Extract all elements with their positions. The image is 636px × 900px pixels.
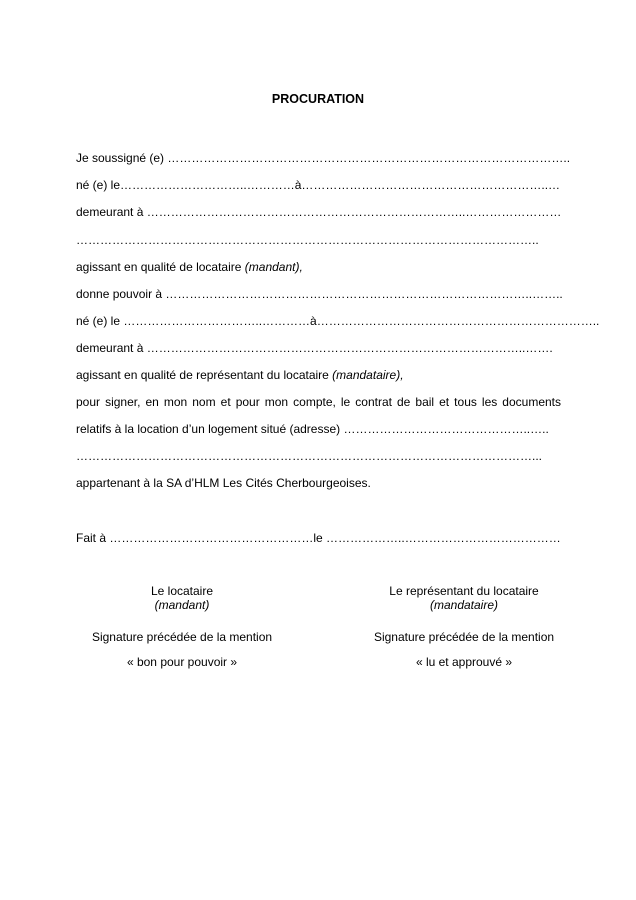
line-birth-mandataire-place: …………………………………………………………….. bbox=[316, 314, 600, 328]
signature-left-mention: « bon pour pouvoir » bbox=[126, 655, 238, 669]
line-give-power bbox=[76, 287, 561, 301]
signature-right-mention-label: Signature précédée de la mention bbox=[373, 630, 555, 644]
line-address-mandataire bbox=[76, 341, 561, 355]
line-address-mandant-text: demeurant à ……………………………………………………………………..…………………… bbox=[76, 205, 562, 219]
line-birth-mandataire bbox=[76, 314, 600, 328]
mandant-capacity-text: agissant en qualité de locataire bbox=[76, 260, 245, 274]
line-give-power-text: donne pouvoir à ………………………………………………………………………………..…….. bbox=[76, 287, 563, 301]
line-made-at bbox=[76, 531, 561, 545]
made-at-place: Fait à ……………………………………………le bbox=[76, 531, 327, 545]
line-address-mandant-continued bbox=[76, 233, 561, 247]
line-property-address-continued bbox=[76, 449, 561, 463]
line-property-address-text: relatifs à la location d’un logement situé (adresse) ………………………………………..….. bbox=[76, 422, 549, 436]
line-birth-mandant bbox=[76, 178, 561, 192]
mandataire-capacity-note: (mandataire), bbox=[332, 368, 404, 382]
mandataire-capacity-text: agissant en qualité de représentant du locataire bbox=[76, 368, 333, 382]
line-mandataire-capacity bbox=[76, 368, 561, 382]
line-undersigned bbox=[76, 151, 571, 165]
line-landlord-text: appartenant à la SA d’HLM Les Cités Cherbourgeoises. bbox=[76, 476, 371, 490]
document-title: PROCURATION bbox=[271, 92, 365, 106]
signature-right-mention: « lu et approuvé » bbox=[415, 655, 513, 669]
mandant-capacity-note: (mandant), bbox=[244, 260, 303, 274]
signature-left-role: Le locataire bbox=[150, 584, 214, 598]
line-undersigned-text: Je soussigné (e) ……………………………………………………………………………………….. bbox=[76, 151, 571, 165]
line-purpose bbox=[76, 395, 561, 409]
line-birth-mandant-date: né (e) le…………………………..…………à bbox=[76, 178, 302, 192]
made-at-date: ………………..………………………………… bbox=[326, 531, 561, 545]
line-birth-mandataire-date: né (e) le ……………………………..…………à bbox=[76, 314, 317, 328]
signature-right-role: Le représentant du locataire bbox=[389, 584, 539, 598]
signature-left-mention-label: Signature précédée de la mention bbox=[91, 630, 273, 644]
signature-left-role-note: (mandant) bbox=[154, 598, 210, 612]
line-address-continued-text: …………………………………………………………………………………………………….. bbox=[76, 233, 539, 247]
line-property-address bbox=[76, 422, 561, 436]
line-address-mandant bbox=[76, 205, 561, 219]
line-landlord bbox=[76, 476, 561, 490]
signature-right-role-note: (mandataire) bbox=[429, 598, 499, 612]
line-address-mandataire-text: demeurant à …………………………………………………………………………………..……. bbox=[76, 341, 553, 355]
line-property-address-continued-text: ……………………………………………………………………………………………………... bbox=[76, 449, 543, 463]
line-purpose-text: pour signer, en mon nom et pour mon compte, le contrat de bail et tous les documents bbox=[76, 395, 561, 409]
line-birth-mandant-place: ……………………………………………………..… bbox=[301, 178, 561, 192]
line-mandant-capacity bbox=[76, 260, 561, 274]
